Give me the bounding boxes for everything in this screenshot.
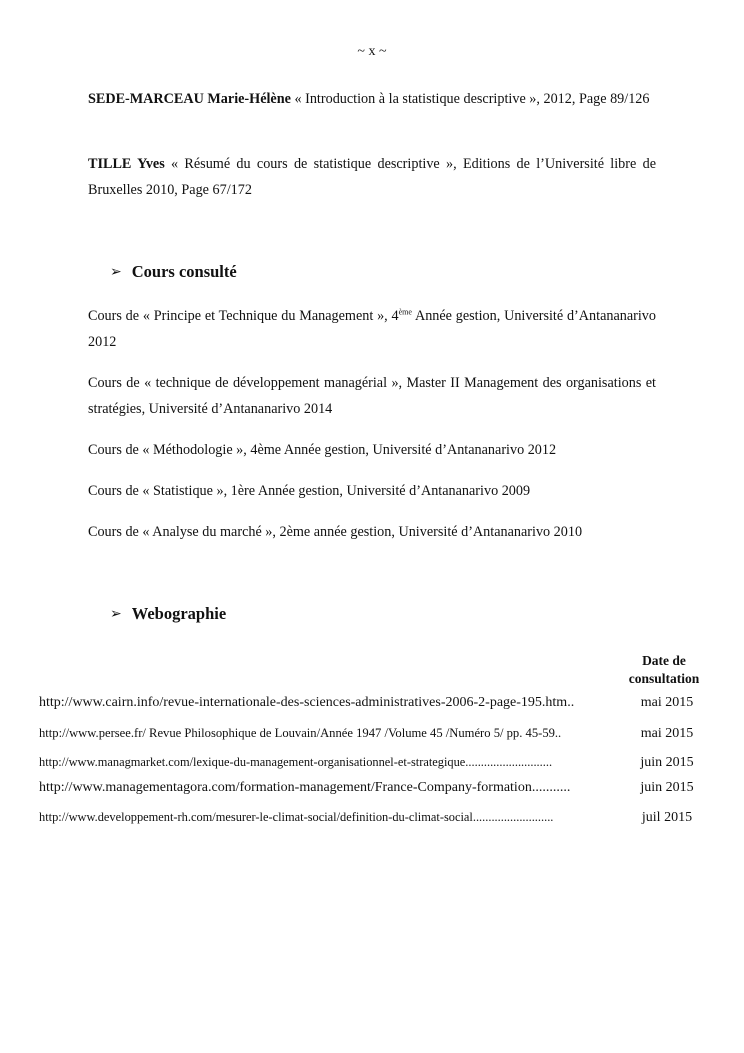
consultation-date: mai 2015: [640, 726, 694, 741]
web-reference-row: [39, 755, 711, 777]
web-reference-row: [39, 780, 711, 802]
arrow-bullet-icon: ➢: [110, 264, 122, 280]
consultation-date: juin 2015: [640, 780, 694, 795]
web-url: http://www.managementagora.com/formation-management/France-Company-formation...........: [39, 780, 571, 795]
reference-entry: [88, 151, 656, 203]
consultation-date: mai 2015: [640, 695, 694, 710]
consultation-date: juil 2015: [641, 810, 693, 825]
reference-text: « Introduction à la statistique descriptive », 2012, Page 89/126: [290, 91, 650, 107]
section-heading-cours: [110, 262, 237, 282]
reference-author: SEDE-MARCEAU Marie-Hélène: [88, 91, 291, 107]
page-number: ~ x ~: [357, 44, 387, 59]
section-title: Webographie: [131, 604, 227, 623]
superscript: ème: [398, 307, 412, 317]
reference-text: « Résumé du cours de statistique descriptive », Editions de l’Université libre de Bruxelles 2010, Page 67/172: [88, 156, 656, 198]
web-reference-row: [39, 810, 711, 832]
web-url: http://www.persee.fr/ Revue Philosophique de Louvain/Année 1947 /Volume 45 /Numéro 5/ pp. 45-59..: [39, 726, 562, 740]
section-title: Cours consulté: [131, 262, 237, 281]
web-url: http://www.managmarket.com/lexique-du-management-organisationnel-et-strategique............................: [39, 755, 553, 769]
reference-author: TILLE Yves: [88, 156, 165, 172]
course-item: Cours de « Analyse du marché », 2ème année gestion, Université d’Antananarivo 2010: [88, 524, 583, 540]
course-item: Cours de « Principe et Technique du Management », 4ème Année gestion, Université d’Antananarivo 2012: [88, 307, 656, 350]
reference-entry: [88, 86, 656, 112]
course-item: Cours de « Statistique », 1ère Année gestion, Université d’Antananarivo 2009: [88, 483, 531, 499]
section-heading-web: [110, 604, 226, 624]
arrow-bullet-icon: ➢: [110, 606, 122, 622]
course-item: Cours de « technique de développement managérial », Master II Management des organisations et stratégies, Université d’Antananarivo 2014: [88, 375, 656, 417]
web-url: http://www.developpement-rh.com/mesurer-le-climat-social/definition-du-climat-social..........................: [39, 810, 554, 824]
web-url: http://www.cairn.info/revue-internationale-des-sciences-administratives-2006-2-page-195.htm..: [39, 695, 575, 710]
course-item: Cours de « Méthodologie », 4ème Année gestion, Université d’Antananarivo 2012: [88, 442, 557, 458]
web-reference-row: [39, 726, 711, 748]
date-column-header: Date de consultation: [628, 653, 700, 686]
web-reference-row: [39, 695, 711, 717]
consultation-date: juin 2015: [640, 755, 694, 770]
